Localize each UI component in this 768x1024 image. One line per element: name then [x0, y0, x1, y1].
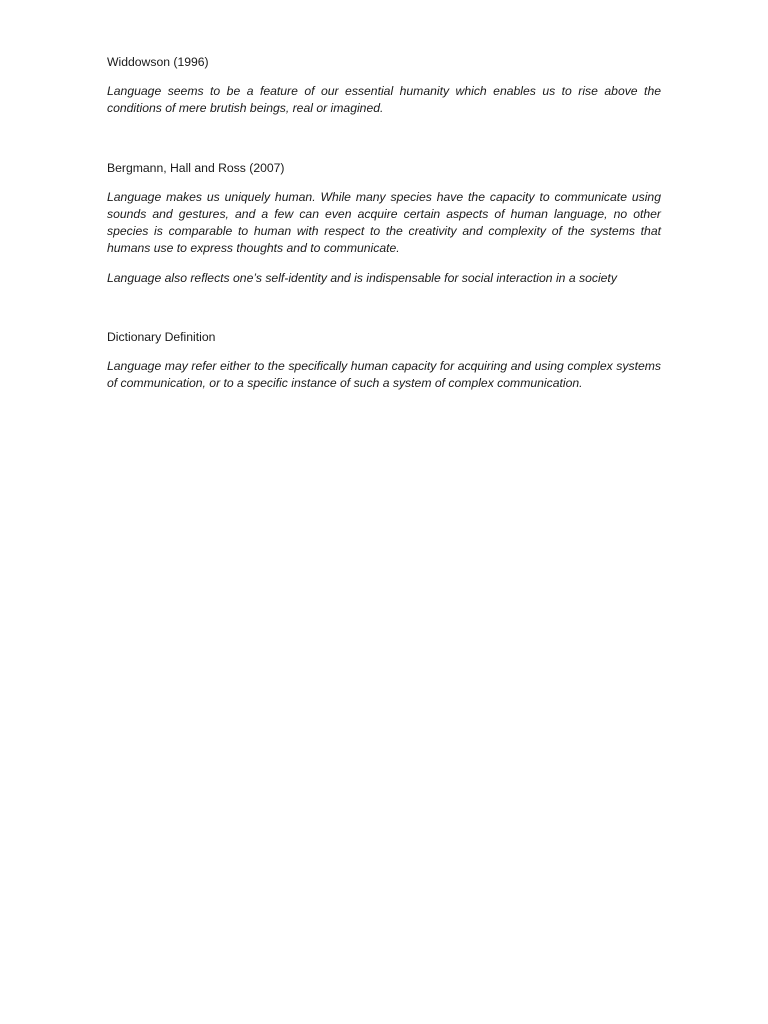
quote-paragraph: Language seems to be a feature of our essential humanity which enables us to rise above the conditions of mere brutish beings, real or imagined. — [107, 84, 661, 116]
document-content — [107, 54, 661, 404]
section-spacer — [107, 299, 661, 329]
quote-paragraph: Language may refer either to the specifically human capacity for acquiring and using complex systems of communication, or to a specific instance of such a system of complex communication. — [107, 359, 661, 391]
quote-paragraph: Language makes us uniquely human. While many species have the capacity to communicate using sounds and gestures, and a few can even acquire certain aspects of human language, no other species is comparable to human with respect to the creativity and complexity of the systems that humans use to express thoughts and to communicate. — [107, 189, 661, 256]
section-spacer — [107, 130, 661, 160]
section-heading: Widdowson (1996) — [107, 55, 209, 69]
quote-paragraph: Language also reflects one’s self-identity and is indispensable for social interaction in a society — [107, 270, 617, 285]
section-heading: Dictionary Definition — [107, 329, 216, 344]
section-widdowson — [107, 54, 661, 118]
section-heading: Bergmann, Hall and Ross (2007) — [107, 160, 285, 175]
section-dictionary-definition — [107, 329, 661, 393]
section-bergmann-hall-ross — [107, 160, 661, 287]
